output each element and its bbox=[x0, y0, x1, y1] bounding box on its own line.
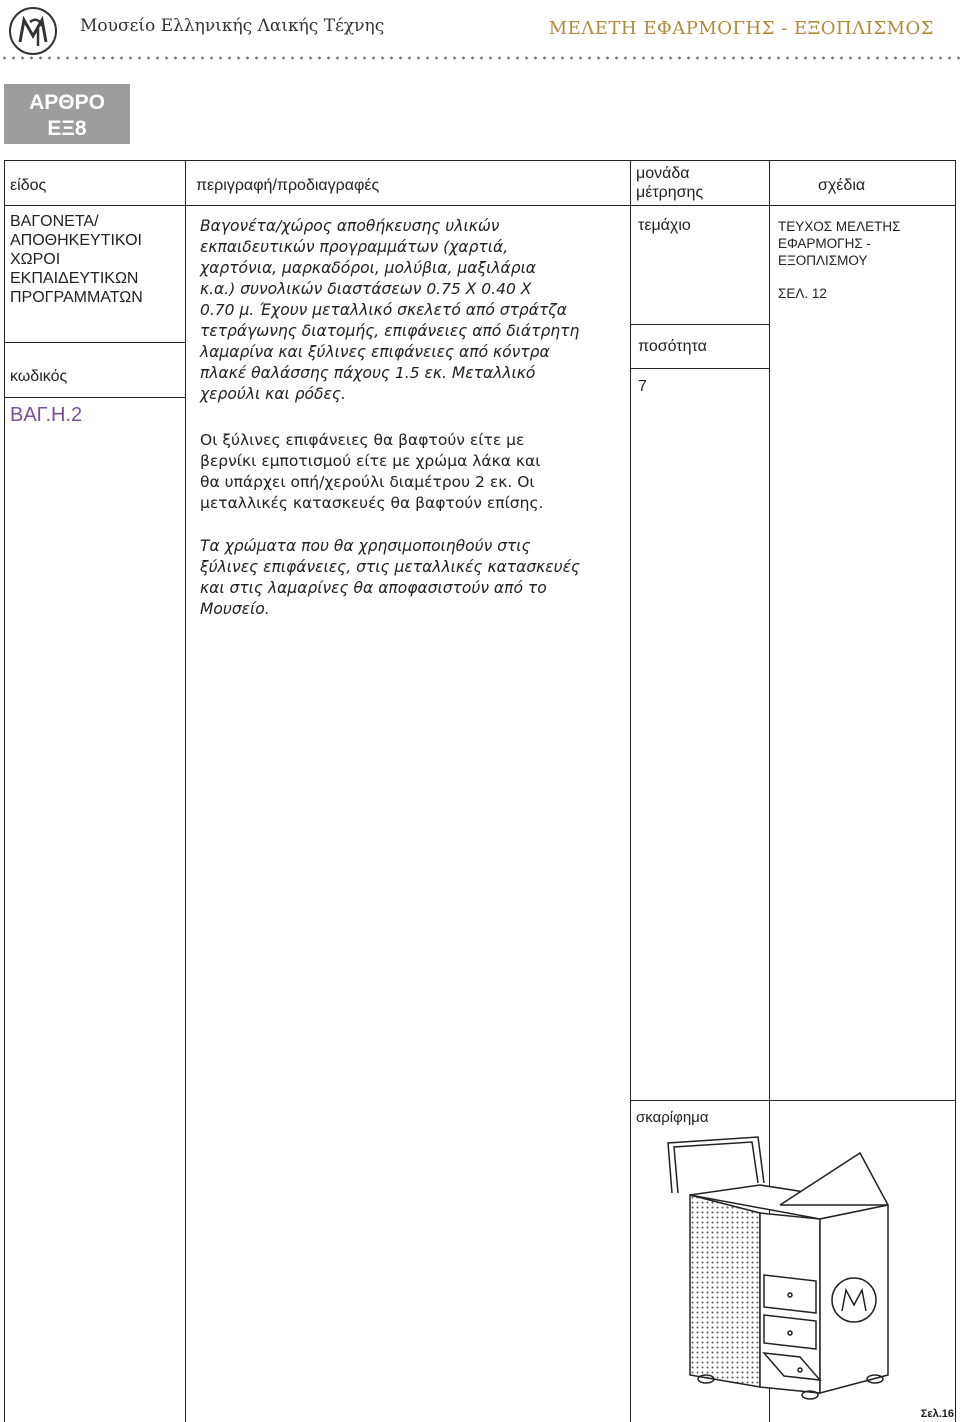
item-name-line: ΠΡΟΓΡΑΜΜΑΤΩΝ bbox=[10, 289, 143, 306]
reference-line: ΤΕΥΧΟΣ ΜΕΛΕΤΗΣ bbox=[778, 219, 901, 234]
code-label: κωδικός bbox=[10, 368, 68, 385]
page-number: Σελ.16 bbox=[920, 1408, 954, 1420]
description-line: χερούλι και ρόδες. bbox=[200, 385, 346, 403]
document-title: ΜΕΛΕΤΗ ΕΦΑΡΜΟΓΗΣ - ΕΞΟΠΛΙΣΜΟΣ bbox=[548, 18, 934, 39]
description-line: Οι ξύλινες επιφάνειες θα βαφτούν είτε με bbox=[200, 431, 525, 449]
article-code: ΕΞ8 bbox=[47, 117, 87, 140]
reference-line: ΕΦΑΡΜΟΓΗΣ - bbox=[778, 236, 871, 251]
reference-line: ΕΞΟΠΛΙΣΜΟΥ bbox=[778, 253, 868, 268]
article-label: ΑΡΘΡΟ bbox=[29, 91, 105, 114]
item-name-line: ΑΠΟΘΗΚΕΥΤΙΚΟΙ bbox=[10, 232, 142, 249]
museum-name: Μουσείο Ελληνικής Λαικής Τέχνης bbox=[80, 16, 385, 36]
row-divider bbox=[4, 342, 185, 343]
description-line: Τα χρώματα που θα χρησιμοποιηθούν στις bbox=[200, 537, 531, 555]
description-line: 0.70 μ. Έχουν μεταλλικό σκελετό από στράτζα bbox=[200, 301, 567, 319]
item-name-line: ΧΩΡΟΙ bbox=[10, 251, 61, 268]
description-line: τετράγωνης διατομής, επιφάνειες από διάτρητη bbox=[200, 322, 580, 340]
description-line: Μουσείο. bbox=[200, 600, 270, 618]
description-line: Βαγονέτα/χώρος αποθήκευσης υλικών bbox=[200, 217, 500, 235]
description-line: και στις λαμαρίνες θα αποφασιστούν από το bbox=[200, 579, 547, 597]
cart-sketch bbox=[660, 1135, 900, 1400]
finish-paragraph bbox=[200, 430, 625, 514]
item-name-line: ΒΑΓΟΝΕΤΑ/ bbox=[10, 213, 99, 230]
row-divider bbox=[4, 397, 185, 398]
description-line: κ.α.) συνολικών διαστάσεων 0.75 Χ 0.40 Χ bbox=[200, 280, 532, 298]
column-divider bbox=[630, 160, 631, 1422]
quantity-value: 7 bbox=[638, 378, 647, 395]
colors-paragraph bbox=[200, 536, 625, 620]
description-line: λαμαρίνα και ξύλινες επιφάνειες από κόντρα bbox=[200, 343, 550, 361]
column-header-eidos: είδος bbox=[10, 177, 47, 194]
description-line: θα υπάρχει οπή/χερούλι διαμέτρου 2 εκ. Οι bbox=[200, 473, 535, 491]
spacer bbox=[4, 1400, 5, 1401]
item-name bbox=[10, 212, 143, 307]
page-header bbox=[0, 0, 960, 62]
table-left-border bbox=[4, 160, 5, 1422]
description-line: ξύλινες επιφάνειες, στις μεταλλικές κατασκευές bbox=[200, 558, 581, 576]
unit-value: τεμάχιο bbox=[638, 217, 691, 234]
header-divider bbox=[0, 56, 960, 60]
column-header-unit: μονάδα μέτρησης bbox=[636, 165, 704, 201]
table-top-border bbox=[4, 160, 956, 161]
sketch-divider bbox=[630, 1100, 955, 1101]
sketch-label: σκαρίφημα bbox=[636, 1109, 709, 1126]
item-name-line: ΕΚΠΑΙΔΕΥΤΙΚΩΝ bbox=[10, 270, 139, 287]
description-paragraph bbox=[200, 216, 625, 405]
description-line: εκπαιδευτικών προγραμμάτων (χαρτιά, bbox=[200, 238, 509, 256]
museum-logo bbox=[8, 6, 58, 56]
item-code: ΒΑΓ.Η.2 bbox=[10, 404, 83, 426]
quantity-label: ποσότητα bbox=[638, 338, 707, 355]
table-right-border bbox=[955, 160, 956, 1422]
description-line: πλακέ θαλάσσης πάχους 1.5 εκ. Μεταλλικό bbox=[200, 364, 536, 382]
description-line: μεταλλικές κατασκευές θα βαφτούν επίσης. bbox=[200, 494, 544, 512]
article-box bbox=[4, 84, 130, 144]
column-header-description: περιγραφή/προδιαγραφές bbox=[196, 177, 380, 194]
column-divider bbox=[185, 160, 186, 1422]
drawing-reference bbox=[778, 218, 900, 269]
description-line: βερνίκι εμποτισμού είτε με χρώμα λάκα και bbox=[200, 452, 541, 470]
drawing-page: ΣΕΛ. 12 bbox=[778, 286, 827, 301]
table-header-border bbox=[4, 205, 956, 206]
description-line: χαρτόνια, μαρκαδόροι, μολύβια, μαξιλάρια bbox=[200, 259, 537, 277]
row-divider bbox=[630, 324, 769, 325]
column-header-drawings: σχέδια bbox=[818, 177, 866, 194]
row-divider bbox=[630, 368, 769, 369]
